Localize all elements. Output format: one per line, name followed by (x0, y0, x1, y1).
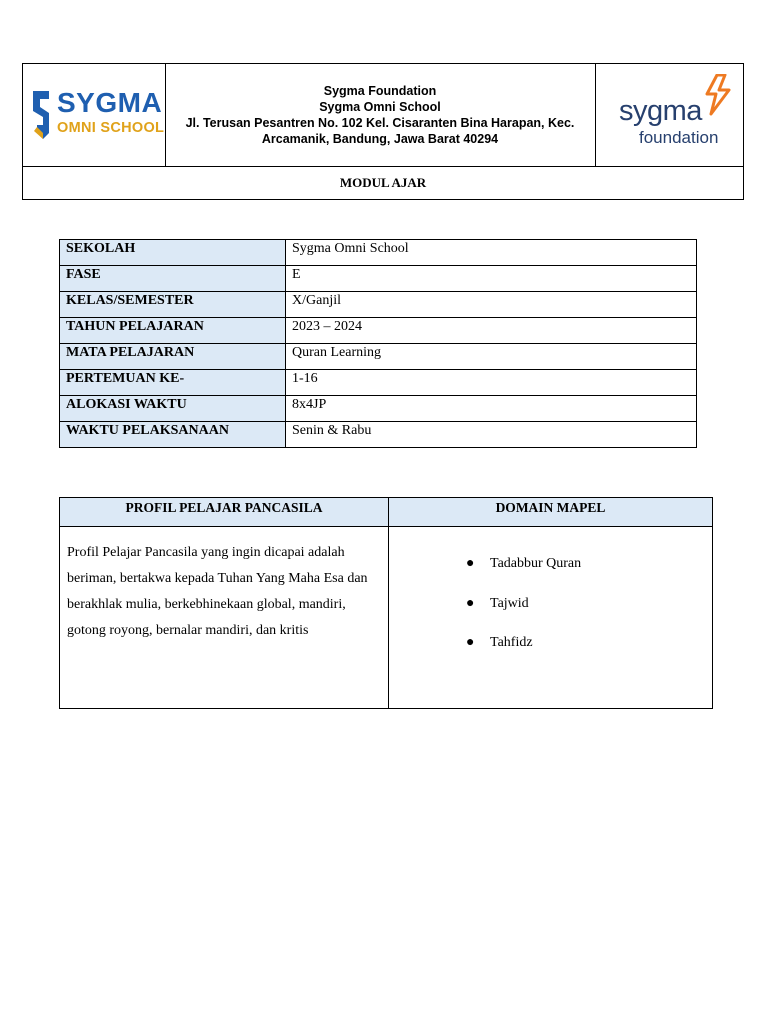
info-row (60, 344, 697, 370)
logo-right-line2: foundation (639, 128, 719, 147)
info-value: Quran Learning (286, 344, 697, 370)
header-top-row (23, 64, 743, 167)
info-table-body (60, 240, 697, 448)
profile-header: PROFIL PELAJAR PANCASILA (60, 498, 389, 527)
info-row (60, 370, 697, 396)
info-value: 1-16 (286, 370, 697, 396)
logo-left-line1: SYGMA (57, 87, 163, 118)
bullet-icon: ● (466, 635, 475, 650)
info-value: 2023 – 2024 (286, 318, 697, 344)
info-label: FASE (60, 266, 286, 292)
org-name: Sygma Foundation (323, 84, 437, 98)
sygma-foundation-logo (615, 74, 735, 154)
info-row (60, 266, 697, 292)
school-name: Sygma Omni School (319, 100, 441, 114)
info-value: E (286, 266, 697, 292)
domain-label: Tadabbur Quran (490, 556, 582, 571)
bullet-icon: ● (466, 556, 475, 571)
profile-domain-header-row (60, 498, 713, 527)
profile-domain-table (59, 497, 713, 709)
info-label: ALOKASI WAKTU (60, 396, 286, 422)
info-value: Senin & Rabu (286, 422, 697, 448)
logo-cell-right (595, 64, 743, 166)
document-header (22, 63, 744, 200)
domain-list (390, 528, 711, 673)
info-row (60, 240, 697, 266)
profile-text: Profil Pelajar Pancasila yang ingin dicapai adalah beriman, bertakwa kepada Tuhan Yang Maha Esa dan berakhlak mulia, berkebhinekaan global, mandiri, gotong royong, bernalar mandiri, dan kritis (67, 545, 368, 638)
info-label: PERTEMUAN KE- (60, 370, 286, 396)
domain-label: Tajwid (490, 595, 529, 611)
info-label: SEKOLAH (60, 240, 286, 266)
info-value: Sygma Omni School (286, 240, 697, 266)
info-row (60, 422, 697, 448)
info-row (60, 318, 697, 344)
info-row (60, 396, 697, 422)
domain-cell (389, 527, 713, 709)
logo-cell-left (23, 64, 166, 166)
domain-item (466, 594, 711, 634)
info-table (59, 239, 697, 448)
profile-cell (60, 527, 389, 709)
domain-header: DOMAIN MAPEL (389, 498, 713, 527)
info-value: X/Ganjil (286, 292, 697, 318)
bullet-icon: ● (466, 595, 475, 611)
info-label: MATA PELAJARAN (60, 344, 286, 370)
profile-domain-body-row (60, 527, 713, 709)
info-label: KELAS/SEMESTER (60, 292, 286, 318)
domain-item (466, 633, 711, 673)
info-row (60, 292, 697, 318)
domain-label: Tahfidz (490, 635, 533, 650)
domain-item (466, 554, 711, 594)
info-label: TAHUN PELAJARAN (60, 318, 286, 344)
logo-right-line1: sygma (619, 95, 702, 127)
info-value: 8x4JP (286, 396, 697, 422)
address-cell (165, 64, 596, 166)
logo-left-line2: OMNI SCHOOL (57, 120, 165, 136)
school-address: Jl. Terusan Pesantren No. 102 Kel. Cisaranten Bina Harapan, Kec. Arcamanik, Bandung, Jawa Barat 40294 (185, 116, 575, 146)
sygma-shield-icon (31, 89, 55, 141)
info-label: WAKTU PELAKSANAAN (60, 422, 286, 448)
lightning-icon (703, 74, 733, 116)
document-title: MODUL AJAR (339, 175, 427, 190)
